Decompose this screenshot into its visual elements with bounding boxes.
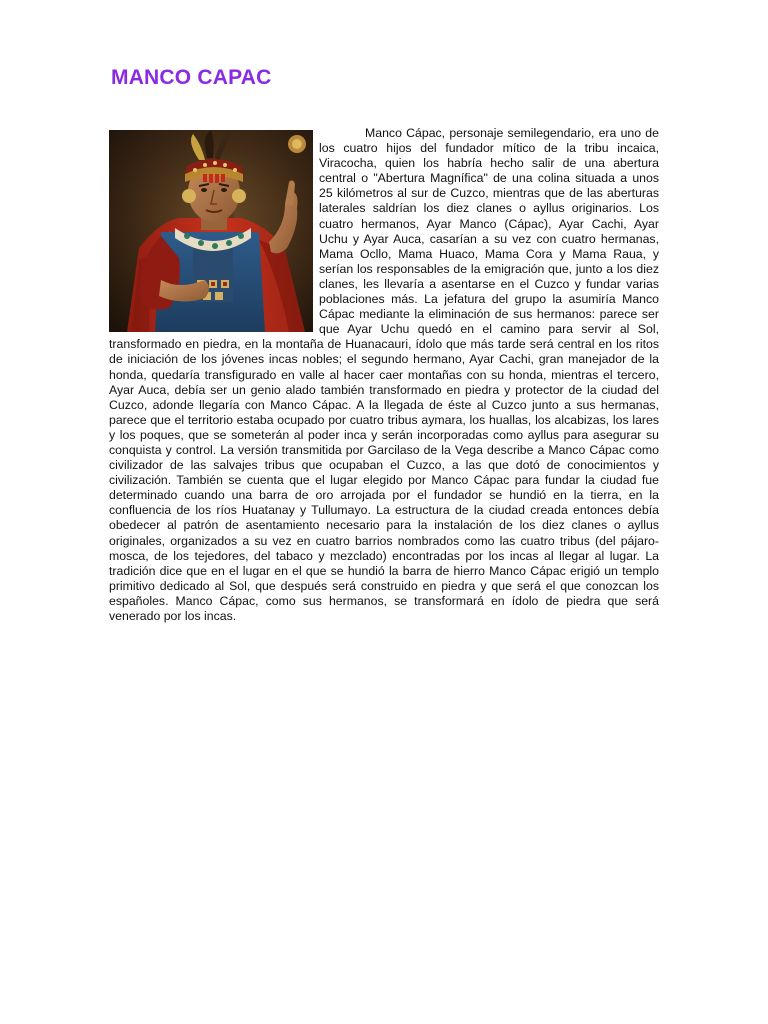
- manco-capac-portrait: [109, 130, 313, 332]
- page-title: MANCO CAPAC: [111, 66, 272, 89]
- body-text: [109, 126, 659, 624]
- body-paragraph: Manco Cápac, personaje semilegendario, era uno de los cuatro hijos del fundador mítico de la tribu incaica, Viracocha, quien los habría hecho salir de una abertura central o "Abertura Magnífica" de una colina situada a unos 25 kilómetros al sur de Cuzco, mientras que de las aberturas laterales saldrían los diez clanes o ayllus originarios. Los cuatro hermanos, Ayar Manco (Cápac), Ayar Cachi, Ayar Uchu y Ayar Auca, casarían a su vez con cuatro hermanas, Mama Ocllo, Mama Huaco, Mama Cora y Mama Raua, y serían los responsables de la emigración que, junto a los diez clanes, les llevaría a asentarse en el Cuzco y fundar varias poblaciones más. La jefatura del grupo la asumiría Manco Cápac mediante la eliminación de sus hermanos: parece ser que Ayar Uchu quedó en el camino para servir al Sol, transformado en piedra, en la montaña de Huanacauri, ídolo que más tarde será central en los ritos de iniciación de los jóvenes incas nobles; el segundo hermano, Ayar Cachi, gran manejador de la honda, quedaría transfigurado en valle al hacer caer montañas con su honda, mientras el tercero, Ayar Auca, debía ser un genio alado también transformado en piedra y protector de la ciudad del Cuzco, adonde llegaría con Manco Cápac. A la llegada de éste al Cuzco junto a sus hermanas, parece que el territorio estaba ocupado por cuatro tribus aymara, los huallas, los alcabizas, los lares y los poques, que se someterán al poder inca y serán incorporadas como ayllus para asegurar su conquista y control. La versión transmitida por Garcilaso de la Vega describe a Manco Cápac como civilizador de las salvajes tribus que ocupaban el Cuzco, a las que dotó de conocimientos y civilización. También se cuenta que el lugar elegido por Manco Cápac para fundar la ciudad fue determinado cuando una barra de oro arrojada por el fundador se hundió en la tierra, en la confluencia de los ríos Huatanay y Tullumayo. La estructura de la ciudad creada entonces debía obedecer al patrón de asentamiento necesario para la instalación de los diez clanes o ayllus originales, organizados a su vez en cuatro barrios nombrados como las cuatro tribus (del pájaro-mosca, de los tejedores, del tabaco y mezclado) encontradas por los incas al llegar al lugar. La tradición dice que en el lugar en el que se hundió la barra de hierro Manco Cápac erigió un templo primitivo dedicado al Sol, que después será construido en piedra y que será el que conozcan los españoles. Manco Cápac, como sus hermanos, se transformará en ídolo de piedra que será venerado por los incas.: [109, 126, 659, 623]
